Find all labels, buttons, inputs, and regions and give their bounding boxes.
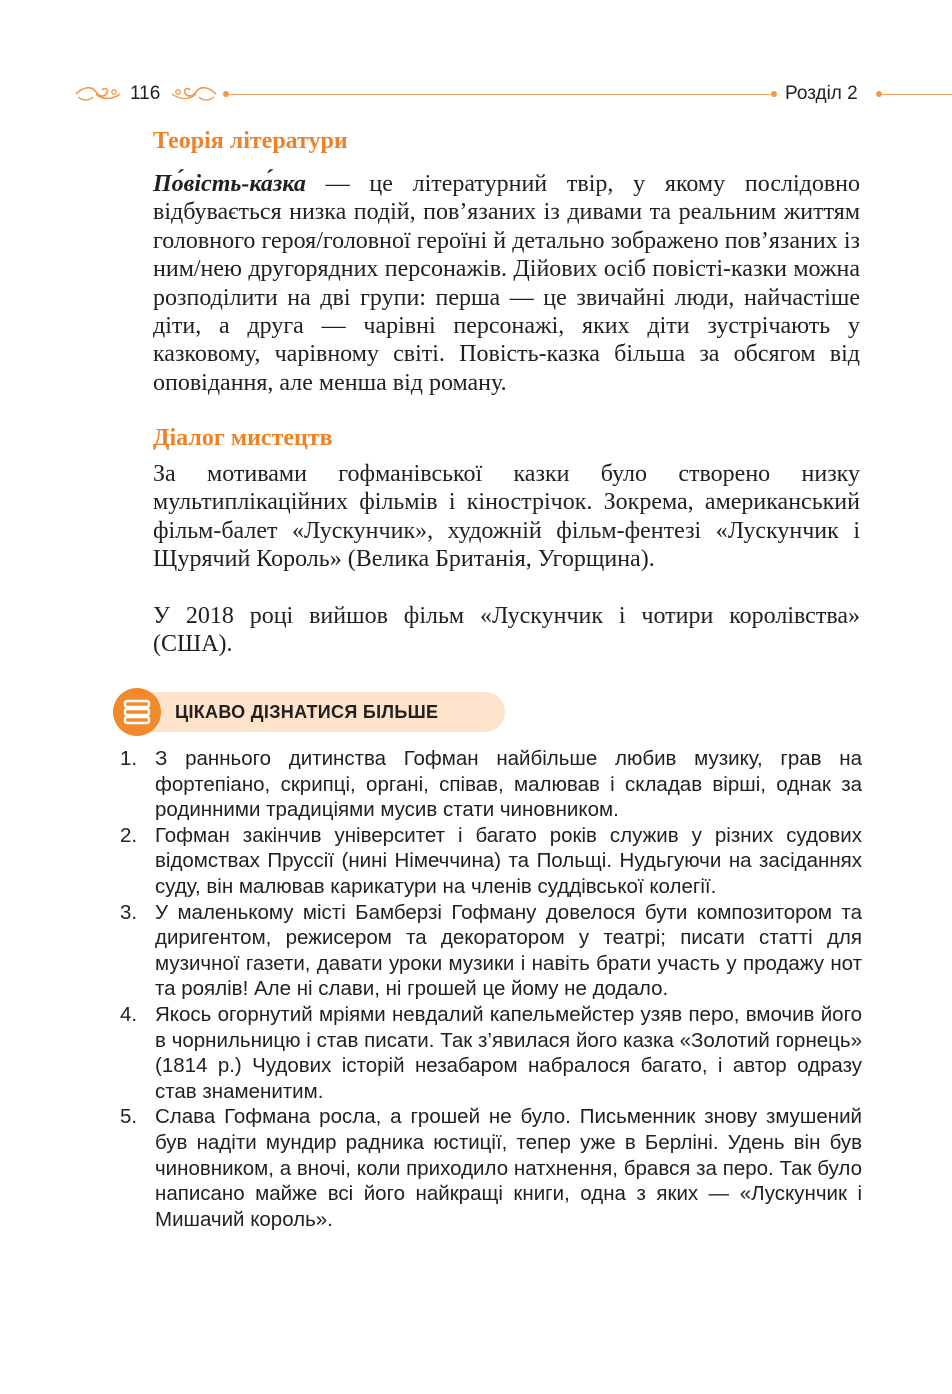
term-definition: По́вість-ка́зка (153, 171, 306, 197)
theory-paragraph (153, 170, 860, 397)
chapter-label: Розділ 2 (785, 83, 858, 104)
list-item-text: Гофман закінчив університет і багато років служив у різних судових відомствах Пруссії (нині Німеччина) та Польщі. Нудьгуючи на засіданнях суду, він малював карикатури на членів суддівської колегії. (155, 823, 862, 898)
list-item-text: У маленькому місті Бамберзі Гофману довелося бути композитором та диригентом, режисером та декоратором у театрі; писати статті для музичної газети, давати уроки музики і навіть брати участь у продажу нот та роялів! Але ні слави, ні грошей це йому не додало. (155, 900, 862, 1001)
list-item-number: 5. (120, 1105, 138, 1129)
facts-badge-circle (113, 688, 161, 736)
dialogue-paragraph-1: За мотивами гофманівської казки було створено низку мультиплікаційних фільмів і кінострічок. Зокрема, американський фільм-балет «Лускунчик», художній фільм-фентезі «Лускунчик і Щурячий Король» (Велика Британія, Угорщина). (153, 461, 860, 573)
list-item-number: 2. (120, 823, 138, 847)
facts-badge-title: ЦІКАВО ДІЗНАТИСЯ БІЛЬШЕ (175, 702, 439, 722)
dialogue-heading: Діалог мистецтв (153, 425, 333, 451)
ornament-right-icon (170, 84, 218, 104)
facts-badge (113, 688, 505, 736)
list-item-number: 4. (120, 1002, 138, 1026)
list-item (120, 746, 862, 823)
book-stack-icon (113, 688, 161, 736)
list-item (120, 1002, 862, 1104)
list-item (120, 823, 862, 900)
header-rule (882, 94, 952, 95)
page-header (0, 80, 952, 110)
list-item-text: Слава Гофмана росла, а грошей не було. Письменник знову змушений був надіти мундир радника юстиції, тепер уже в Берліні. Удень він був чиновником, а вночі, коли приходило натхнення, брався за перо. Так було написано майже всі його найкращі книги, одна з яких — «Лускунчик і Мишачий король». (155, 1105, 862, 1231)
dialogue-paragraph-2: У 2018 році вийшов фільм «Лускунчик і чотири королівства» (США). (153, 603, 860, 658)
facts-list (120, 746, 862, 1232)
list-item-number: 3. (120, 900, 138, 924)
header-dot (771, 91, 777, 97)
page-number: 116 (130, 83, 161, 104)
theory-heading: Теорія літератури (153, 128, 348, 154)
header-rule (229, 94, 774, 95)
list-item-number: 1. (120, 747, 138, 770)
list-item (120, 1104, 862, 1232)
ornament-left-icon (74, 84, 122, 104)
list-item-text: Якось огорнутий мріями невдалий капельмейстер узяв перо, вмочив його в чорнильницю і став писати. Так з’явилася його казка «Золотий горнець» (1814 р.) Чудових історій незабаром набралося багато, і автор одразу став знаменитим. (155, 1002, 862, 1103)
list-item (120, 900, 862, 1002)
theory-text: — це літературний твір, у якому послідовно відбувається низка подій, пов’язаних із дивами та реальним життям головного героя/головної героїні й детально зображено пов’язаних із ним/нею другорядних персонажів. Дійових осіб повісті-казки можна розподілити на дві групи: перша — це звичайні люди, найчастіше діти, а друга — чарівні персонажі, яких діти зустрічають у казковому, чарівному світі. Повість-казка більша за обсягом від оповідання, але менша від роману. (153, 171, 860, 396)
list-item-text: З раннього дитинства Гофман найбільше любив музику, грав на фортепіано, скрипці, органі, співав, малював і складав вірші, однак за родинними традиціями мусив стати чиновником. (155, 747, 862, 822)
